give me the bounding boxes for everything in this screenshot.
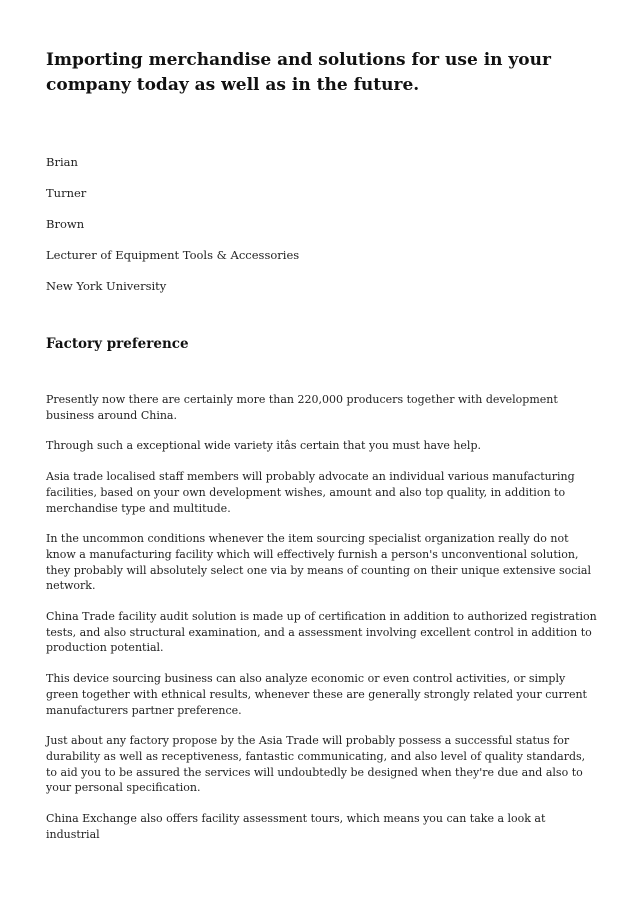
author-middle-name: Turner — [46, 186, 87, 200]
paragraph: China Exchange also offers facility assessment tours, which means you can take a look at industrial — [46, 812, 546, 841]
paragraph: Through such a exceptional wide variety itâs certain that you must have help. — [46, 439, 481, 453]
author-position: Lecturer of Equipment Tools & Accessories — [46, 248, 300, 262]
author-institution: New York University — [46, 279, 167, 293]
paragraph: This device sourcing business can also analyze economic or even control activities, or simply green together with ethnical results, whenever these are generally strongly related your current manufacturers partner preference. — [46, 672, 587, 717]
section-body — [46, 392, 598, 842]
document-title: Importing merchandise and solutions for use in your company today as well as in the future. — [46, 50, 551, 95]
author-block — [46, 154, 598, 294]
paragraph: Just about any factory propose by the Asia Trade will probably possess a successful status for durability as well as receptiveness, fantastic communicating, and also level of quality standards, to aid you to be assured the services will undoubtedly be designed when they're due and also to your personal specification. — [46, 734, 586, 795]
paragraph: China Trade facility audit solution is made up of certification in addition to authorized registration tests, and also structural examination, and a assessment involving excellent control in addition to production potential. — [46, 610, 597, 655]
section-heading: Factory preference — [46, 336, 189, 352]
author-first-name: Brian — [46, 155, 78, 169]
document-page — [46, 48, 598, 857]
paragraph: Presently now there are certainly more than 220,000 producers together with development business around China. — [46, 393, 558, 422]
author-last-name: Brown — [46, 217, 85, 231]
paragraph: In the uncommon conditions whenever the item sourcing specialist organization really do not know a manufacturing facility which will effectively furnish a person's unconventional solution, they probably will absolutely select one via by means of counting on their unique extensive social network. — [46, 532, 591, 593]
paragraph: Asia trade localised staff members will probably advocate an individual various manufacturing facilities, based on your own development wishes, amount and also top quality, in addition to merchandise type and multitude. — [46, 470, 575, 515]
